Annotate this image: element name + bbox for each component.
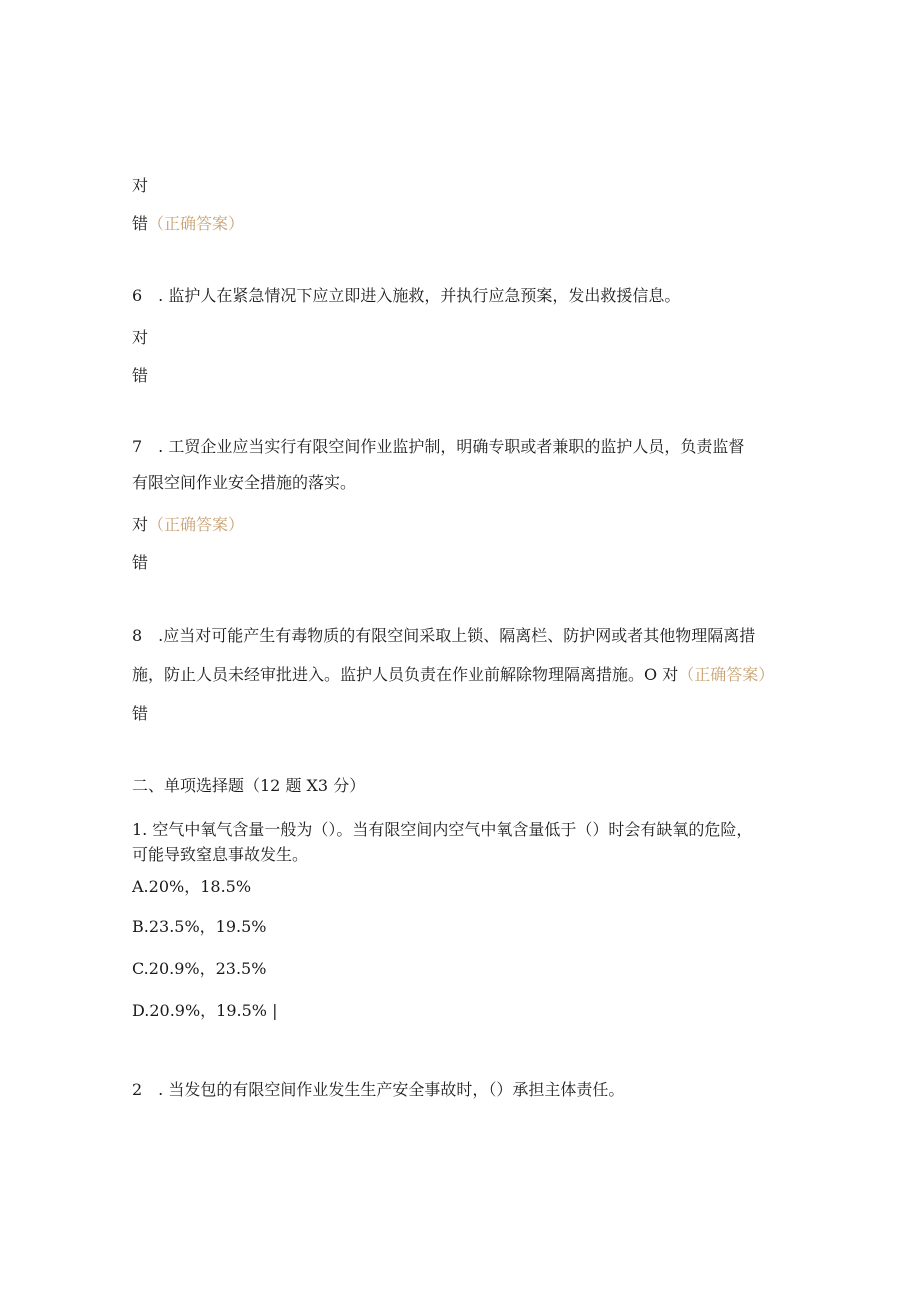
q8-text-line1: 8 .应当对可能产生有毒物质的有限空间采取上锁、隔离栏、防护网或者其他物理隔离措 [132, 626, 756, 645]
correct-answer-tag: （正确答案） [148, 515, 245, 534]
q6-option-false: 错 [132, 366, 149, 385]
section2-heading: 二、单项选择题（12 题 X3 分） [132, 776, 366, 795]
q7-option-true: 对（正确答案） [132, 515, 245, 534]
q5-option-true: 对 [132, 176, 149, 195]
q8-text-line2: 施，防止人员未经审批进入。监护人员负责在作业前解除物理隔离措施。O 对（正确答案） [132, 665, 775, 684]
s2-q1-line1: 1. 空气中氧气含量一般为（）。当有限空间内空气中氧含量低于（）时会有缺氧的危险， [132, 820, 753, 839]
q7-text-line1: 7 . 工贸企业应当实行有限空间作业监护制，明确专职或者兼职的监护人员，负责监督 [132, 437, 745, 456]
s2-q1-option-b: B.23.5%，19.5% [132, 917, 267, 936]
s2-q1-option-c: C.20.9%，23.5% [132, 959, 267, 978]
q8-option-false: 错 [132, 704, 149, 723]
q6-option-true: 对 [132, 328, 149, 347]
s2-q2-text: 2 . 当发包的有限空间作业发生生产安全事故时，（）承担主体责任。 [132, 1080, 625, 1099]
q7-text-line2: 有限空间作业安全措施的落实。 [132, 473, 357, 492]
s2-q1-option-d: D.20.9%，19.5% | [132, 1001, 278, 1020]
q7-option-false: 错 [132, 553, 149, 572]
correct-answer-tag: （正确答案） [678, 665, 775, 684]
s2-q1-option-a: A.20%，18.5% [132, 877, 252, 896]
q6-text: 6 . 监护人在紧急情况下应立即进入施救，并执行应急预案，发出救援信息。 [132, 286, 681, 305]
q5-option-false: 错（正确答案） [132, 214, 245, 233]
s2-q1-line2: 可能导致窒息事故发生。 [132, 845, 309, 864]
correct-answer-tag: （正确答案） [148, 214, 245, 233]
